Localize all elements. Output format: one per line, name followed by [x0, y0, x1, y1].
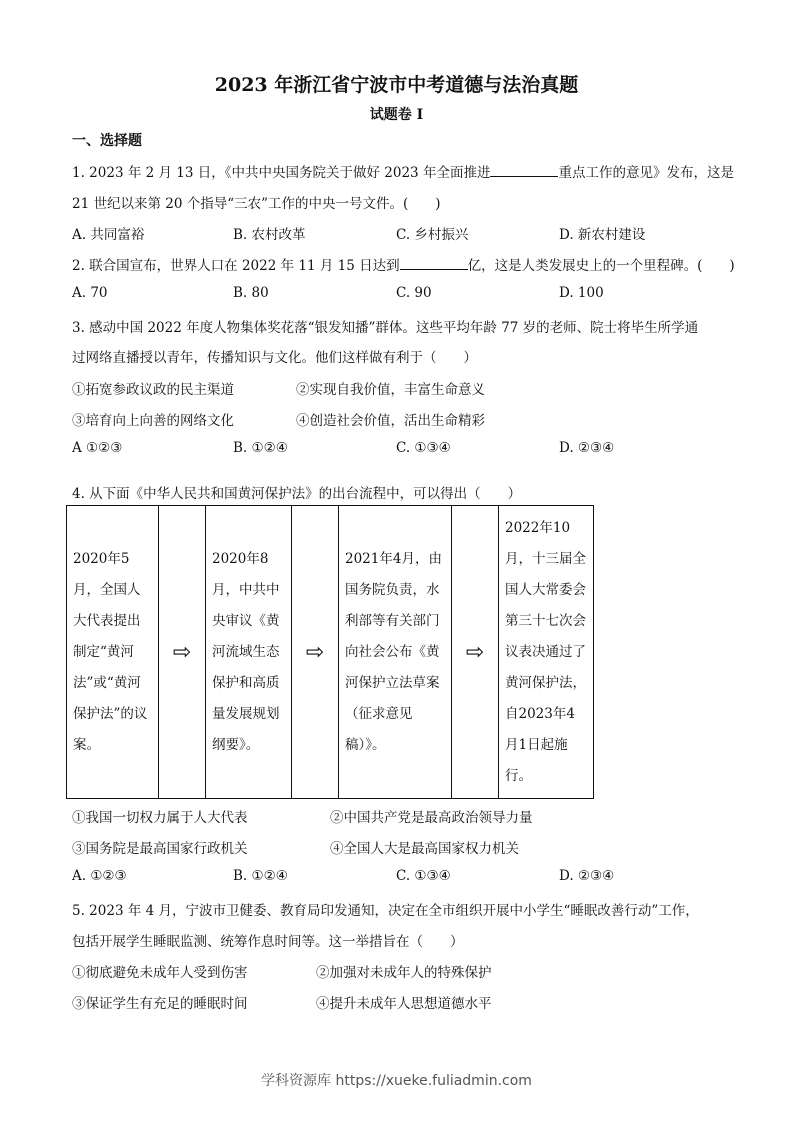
- question-3-statement-3: ③培育向上向善的网络文化: [72, 413, 234, 429]
- question-3-option-a[interactable]: A ①②③: [72, 440, 123, 456]
- flow-step-4-text: 2022年10月，十三届全国人大常委会第三十七次会议表决通过了黄河保护法，自2023年4月1日起施行。: [505, 519, 586, 784]
- right-arrow-icon: ⇨: [305, 639, 325, 665]
- question-4-statement-4: ④全国人大是最高国家权力机关: [330, 841, 519, 857]
- question-4-option-a[interactable]: A. ①②③: [72, 868, 127, 884]
- question-5-statement-3: ③保证学生有充足的睡眠时间: [72, 996, 248, 1012]
- question-1-text-a: 1. 2023 年 2 月 13 日，《中共中央国务院关于做好 2023 年全面推进: [72, 165, 491, 181]
- question-4-statement-3: ③国务院是最高国家行政机关: [72, 841, 248, 857]
- question-2-option-a[interactable]: A. 70: [72, 285, 108, 301]
- flow-step-2: [206, 506, 292, 798]
- right-arrow-icon: ⇨: [172, 639, 192, 665]
- page-title: 2023 年浙江省宁波市中考道德与法治真题: [214, 74, 579, 96]
- page-subtitle: 试题卷 I: [369, 107, 424, 123]
- question-1-text-b: 重点工作的意见》发布，这是: [558, 165, 734, 181]
- flow-step-2-text: 2020年8月，中共中央审议《黄河流域生态保护和高质量发展规划纲要》。: [212, 550, 280, 753]
- flow-step-4: [499, 506, 593, 798]
- flow-arrow-2: [292, 506, 339, 798]
- question-3-option-b[interactable]: B. ①②④: [233, 440, 288, 456]
- question-4-statement-1: ①我国一切权力属于人大代表: [72, 810, 248, 826]
- question-4-option-c[interactable]: C. ①③④: [396, 868, 451, 884]
- question-2-text-a: 2. 联合国宣布，世界人口在 2022 年 11 月 15 日达到: [72, 258, 400, 274]
- question-3-option-d[interactable]: D. ②③④: [559, 440, 615, 456]
- question-5-line-2: 包括开展学生睡眠监测、统筹作息时间等。这一举措旨在（ ）: [72, 934, 464, 950]
- question-5-statement-4: ④提升未成年人思想道德水平: [316, 996, 492, 1012]
- question-4-option-b[interactable]: B. ①②④: [233, 868, 288, 884]
- question-2-option-b[interactable]: B. 80: [233, 285, 269, 301]
- question-3-option-c[interactable]: C. ①③④: [396, 440, 451, 456]
- flow-arrow-3: [452, 506, 499, 798]
- question-2-text-b: 亿，这是人类发展史上的一个里程碑。( ): [467, 258, 735, 274]
- question-2-option-d[interactable]: D. 100: [559, 285, 604, 301]
- question-4-line-1: 4. 从下面《中华人民共和国黄河保护法》的出台流程中，可以得出（ ）: [72, 486, 522, 502]
- legislation-flow-table: [66, 505, 594, 799]
- flow-step-1-text: 2020年5月，全国人大代表提出制定“黄河法”或“黄河保护法”的议案。: [73, 550, 148, 753]
- question-1-line-1: [72, 161, 734, 181]
- answer-blank: [490, 164, 558, 177]
- answer-blank: [400, 257, 468, 270]
- question-5-statement-1: ①彻底避免未成年人受到伤害: [72, 965, 248, 981]
- question-3-line-1: 3. 感动中国 2022 年度人物集体奖花落“银发知播”群体。这些平均年龄 77 岁的老师、院士将毕生所学通: [72, 320, 699, 336]
- right-arrow-icon: ⇨: [465, 639, 485, 665]
- question-3-statement-1: ①拓宽参政议政的民主渠道: [72, 382, 234, 398]
- footer-watermark: 学科资源库 https://xueke.fuliadmin.com: [261, 1073, 532, 1089]
- question-1-line-2: 21 世纪以来第 20 个指导“三农”工作的中央一号文件。( ): [72, 196, 441, 212]
- question-5-statement-2: ②加强对未成年人的特殊保护: [316, 965, 492, 981]
- question-5-line-1: 5. 2023 年 4 月，宁波市卫健委、教育局印发通知，决定在全市组织开展中小学生“睡眠改善行动”工作，: [72, 903, 699, 919]
- question-3-statement-2: ②实现自我价值，丰富生命意义: [296, 382, 485, 398]
- section-heading: 一、选择题: [72, 133, 142, 149]
- flow-step-3-text: 2021年4月，由国务院负责，水利部等有关部门向社会公布《黄河保护立法草案（征求意见稿）》。: [345, 550, 442, 753]
- question-3-line-2: 过网络直播授以青年，传播知识与文化。他们这样做有利于（ ）: [72, 350, 477, 366]
- question-1-option-d[interactable]: D. 新农村建设: [559, 227, 646, 243]
- question-1-option-a[interactable]: A. 共同富裕: [72, 227, 145, 243]
- flow-step-1: [67, 506, 159, 798]
- question-2-option-c[interactable]: C. 90: [396, 285, 432, 301]
- question-3-statement-4: ④创造社会价值，活出生命精彩: [296, 413, 485, 429]
- question-4-option-d[interactable]: D. ②③④: [559, 868, 615, 884]
- question-4-statement-2: ②中国共产党是最高政治领导力量: [330, 810, 533, 826]
- question-1-option-c[interactable]: C. 乡村振兴: [396, 227, 469, 243]
- flow-step-3: [339, 506, 452, 798]
- question-2-line-1: [72, 254, 735, 274]
- question-1-option-b[interactable]: B. 农村改革: [233, 227, 306, 243]
- flow-arrow-1: [159, 506, 206, 798]
